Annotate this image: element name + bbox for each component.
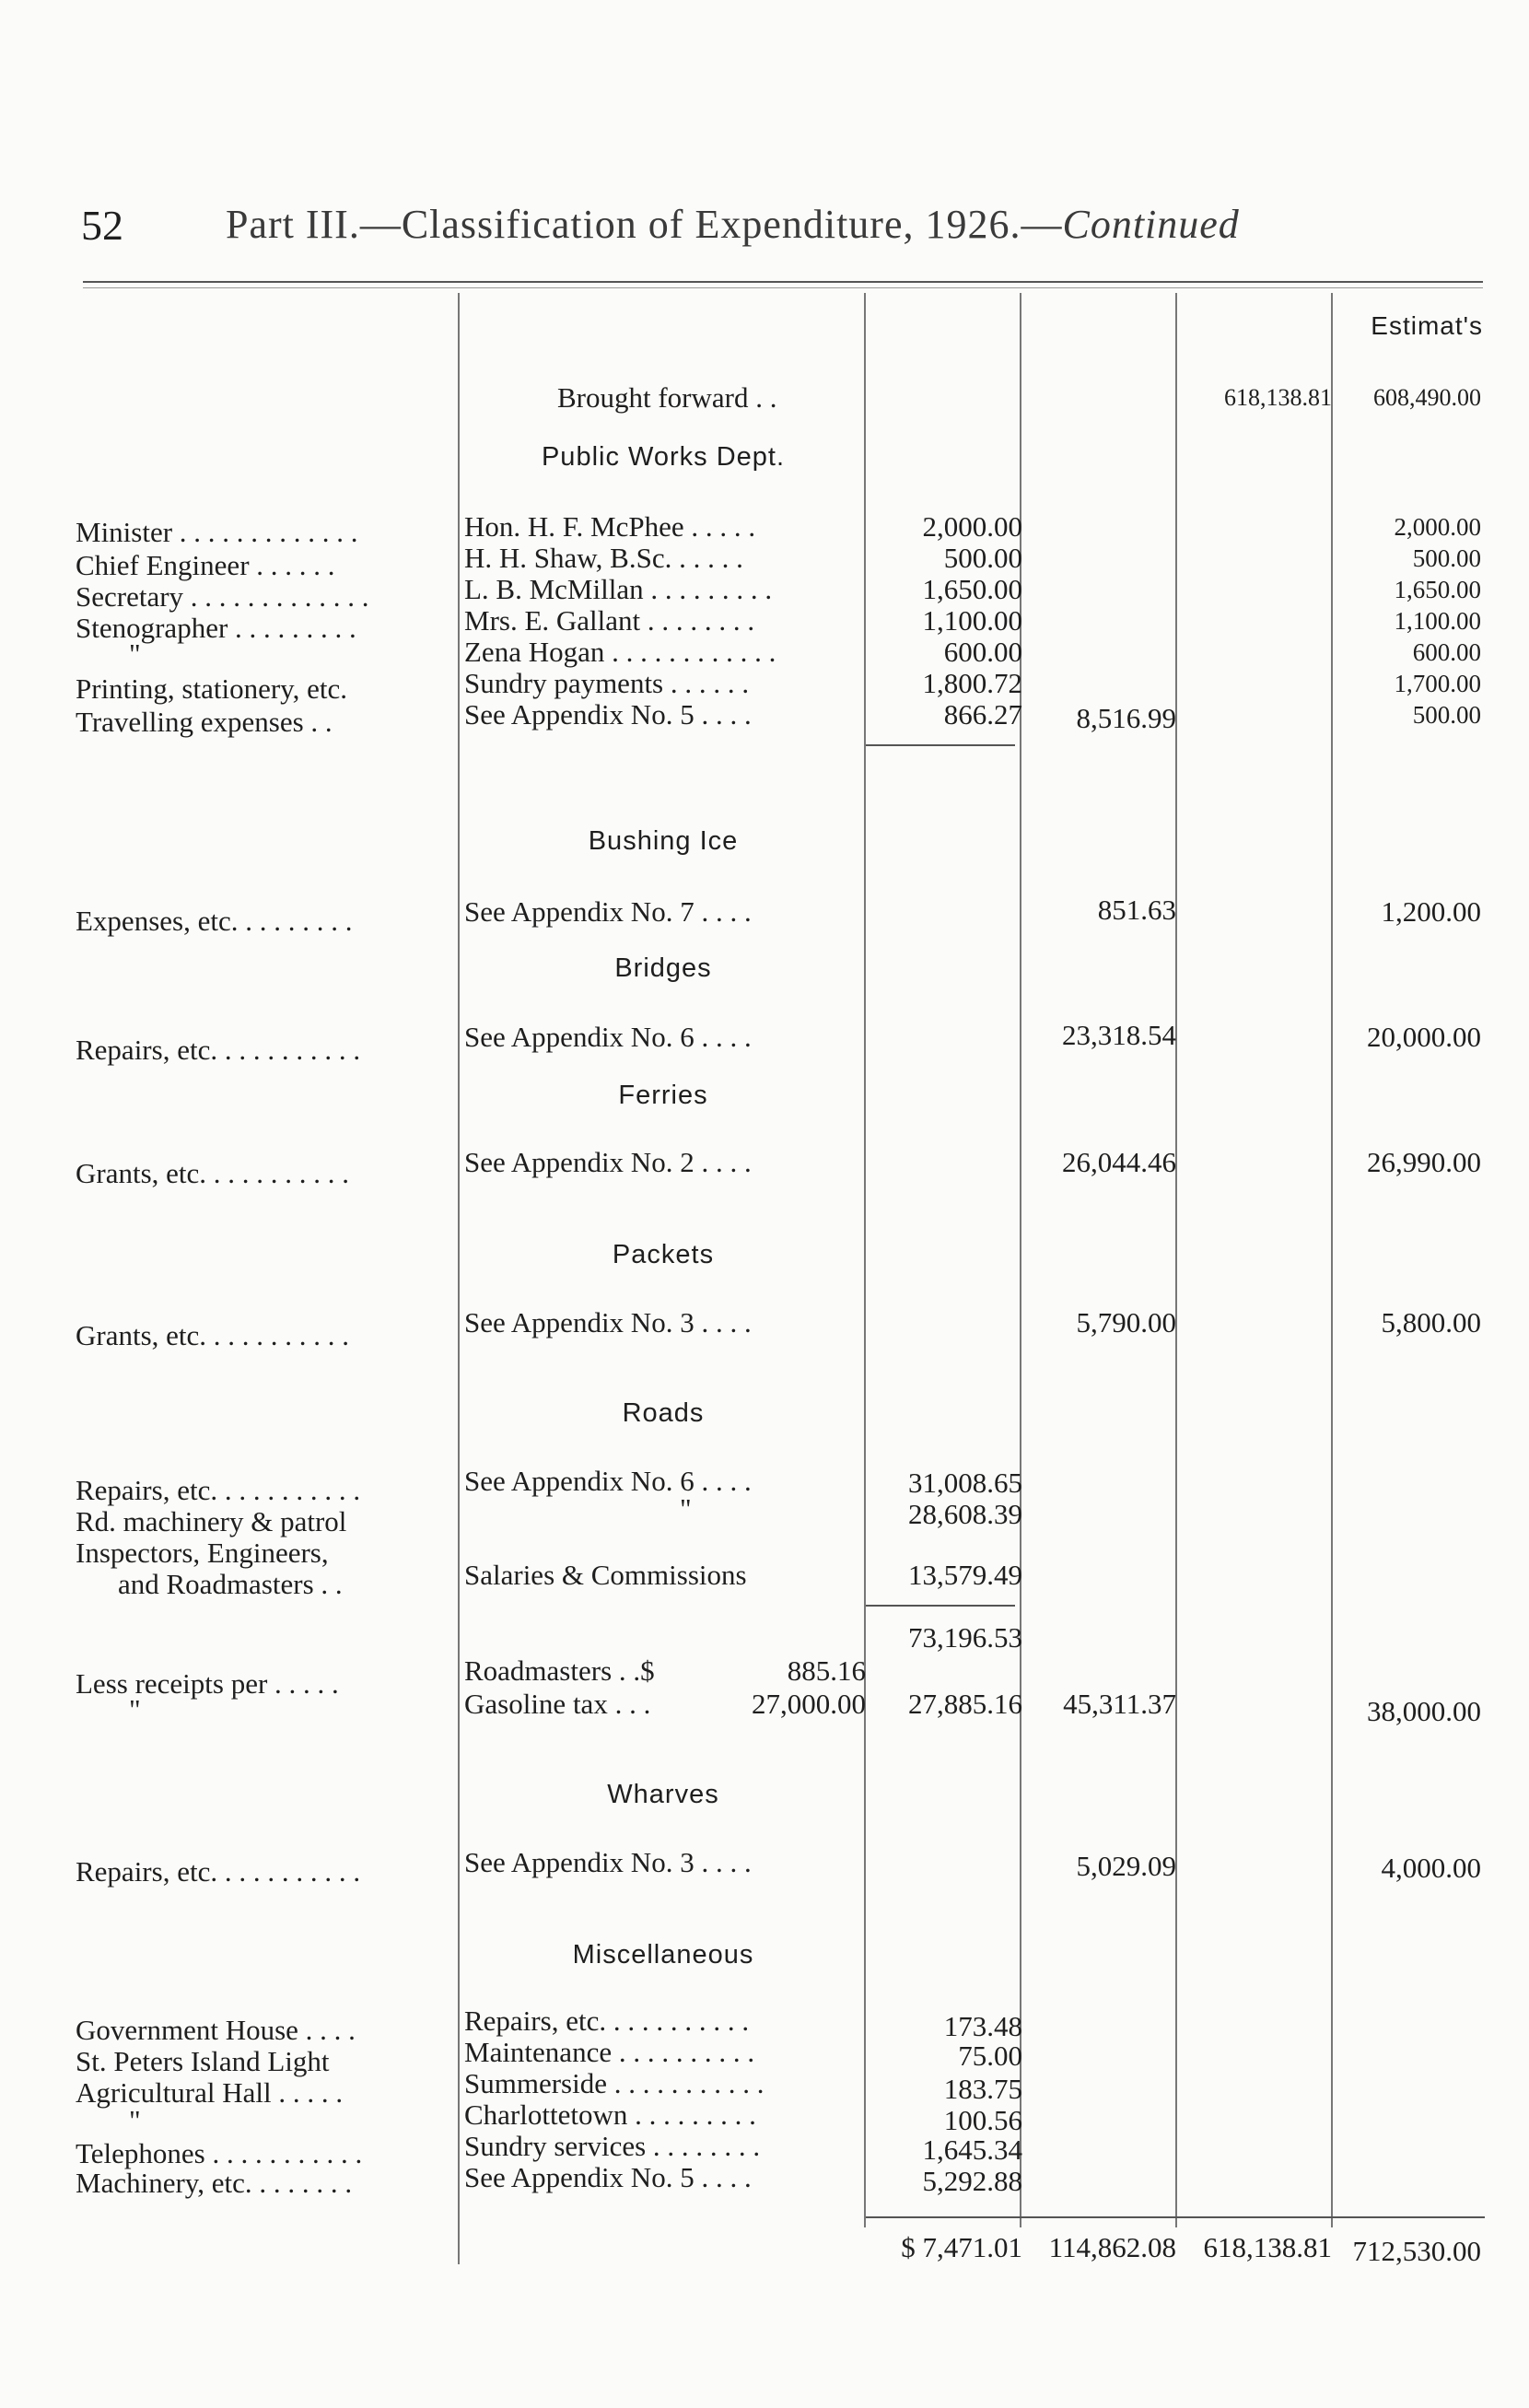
row-description: Charlottetown . . . . . . . . . xyxy=(464,2098,756,2131)
row-label: Secretary . . . . . . . . . . . . . xyxy=(76,580,369,613)
row-label: Grants, etc. . . . . . . . . . . xyxy=(76,1319,350,1351)
row-estimate: 600.00 xyxy=(1412,638,1481,666)
page-number: 52 xyxy=(81,202,123,249)
row-estimate: 5,800.00 xyxy=(1381,1306,1481,1338)
row-description: Mrs. E. Gallant . . . . . . . . xyxy=(464,604,755,637)
total-col3: 618,138.81 xyxy=(1203,2231,1332,2263)
header-rule-thin xyxy=(83,287,1483,288)
row-label: St. Peters Island Light xyxy=(76,2045,330,2077)
row-label: Repairs, etc. . . . . . . . . . . xyxy=(76,1855,361,1888)
section-title-bridges: Bridges xyxy=(614,953,712,983)
total-col4: 712,530.00 xyxy=(1352,2235,1481,2267)
row-estimate: 20,000.00 xyxy=(1367,1021,1481,1053)
row-label: Repairs, etc. . . . . . . . . . . xyxy=(76,1034,361,1066)
row-estimate: 38,000.00 xyxy=(1367,1695,1481,1727)
row-description-ditto: " xyxy=(680,1492,692,1525)
row-label: Rd. machinery & patrol xyxy=(76,1505,347,1537)
row-amount-col1: 13,579.49 xyxy=(908,1559,1022,1591)
row-description: See Appendix No. 6 . . . . xyxy=(464,1021,752,1053)
row-amount-col1: 1,100.00 xyxy=(922,604,1022,637)
total-col1: $ 7,471.01 xyxy=(901,2231,1022,2263)
column-divider-col3 xyxy=(1331,293,1333,2227)
row-amount-col2: 26,044.46 xyxy=(1062,1146,1176,1178)
subtotal-rule xyxy=(866,1605,1015,1607)
row-description: Zena Hogan . . . . . . . . . . . . xyxy=(464,636,776,668)
row-estimate: 500.00 xyxy=(1412,701,1481,729)
row-description: See Appendix No. 2 . . . . xyxy=(464,1146,752,1178)
header-rule xyxy=(83,281,1483,283)
row-amount-col2: 23,318.54 xyxy=(1062,1019,1176,1051)
row-description: See Appendix No. 6 . . . . xyxy=(464,1465,752,1497)
page-title-text: Part III.—Classification of Expenditure, 1926.— xyxy=(226,202,1063,247)
section-title-roads: Roads xyxy=(622,1398,705,1428)
row-description: See Appendix No. 5 . . . . xyxy=(464,2161,752,2193)
total-col2: 114,862.08 xyxy=(1048,2231,1176,2263)
column-divider-label xyxy=(458,293,460,2264)
roads-subtotal: 73,196.53 xyxy=(908,1621,1022,1654)
row-description: See Appendix No. 3 . . . . xyxy=(464,1306,752,1338)
brought-forward-col3: 618,138.81 xyxy=(1224,384,1332,411)
row-description: Sundry payments . . . . . . xyxy=(464,667,750,699)
page-header xyxy=(74,201,1511,256)
row-amount-col1: 1,650.00 xyxy=(922,573,1022,605)
row-description: See Appendix No. 3 . . . . xyxy=(464,1846,752,1878)
row-label: Printing, stationery, etc. xyxy=(76,672,348,705)
row-amount-col1: 2,000.00 xyxy=(922,510,1022,543)
row-estimate: 2,000.00 xyxy=(1394,513,1481,541)
row-label: Machinery, etc. . . . . . . . xyxy=(76,2167,353,2199)
row-description: Maintenance . . . . . . . . . . xyxy=(464,2036,755,2068)
row-label-ditto: " xyxy=(129,637,141,670)
section-title-ferries: Ferries xyxy=(618,1081,708,1110)
row-label: Expenses, etc. . . . . . . . . xyxy=(76,905,353,937)
row-amount-col1: 100.56 xyxy=(943,2104,1022,2136)
receipts-gasoline-tax: Gasoline tax . . . xyxy=(464,1688,651,1720)
row-label: Inspectors, Engineers, xyxy=(76,1537,329,1569)
row-amount-col1: 500.00 xyxy=(943,542,1022,574)
totals-rule xyxy=(866,2216,1485,2218)
row-amount-col1: 1,645.34 xyxy=(922,2133,1022,2166)
row-label: Grants, etc. . . . . . . . . . . xyxy=(76,1157,350,1189)
row-estimate: 500.00 xyxy=(1412,544,1481,572)
row-label-continued: and Roadmasters . . xyxy=(118,1568,343,1600)
row-label: Minister . . . . . . . . . . . . . xyxy=(76,516,358,548)
row-label: Repairs, etc. . . . . . . . . . . xyxy=(76,1474,361,1506)
row-estimate: 1,650.00 xyxy=(1394,576,1481,603)
row-amount-col1: 75.00 xyxy=(958,2040,1022,2072)
row-description: H. H. Shaw, B.Sc. . . . . . xyxy=(464,542,743,574)
row-amount-col2: 5,029.09 xyxy=(1076,1850,1176,1882)
row-amount-col1: 28,608.39 xyxy=(908,1498,1022,1530)
row-estimate: 1,100.00 xyxy=(1394,607,1481,635)
row-description: Sundry services . . . . . . . . xyxy=(464,2130,761,2162)
row-label: Less receipts per . . . . . xyxy=(76,1667,339,1700)
row-description: L. B. McMillan . . . . . . . . . xyxy=(464,573,773,605)
row-label: Telephones . . . . . . . . . . . xyxy=(76,2137,363,2169)
row-description: Summerside . . . . . . . . . . . xyxy=(464,2067,764,2099)
row-amount-col2: 5,790.00 xyxy=(1076,1306,1176,1338)
row-estimate: 1,200.00 xyxy=(1381,895,1481,928)
section-title-bushing-ice: Bushing Ice xyxy=(588,826,739,856)
section-title-miscellaneous: Miscellaneous xyxy=(572,1940,754,1970)
row-amount-col1: 866.27 xyxy=(943,698,1022,731)
row-amount-col2: 851.63 xyxy=(1097,894,1176,926)
receipts-gasoline-tax-amount: 27,000.00 xyxy=(752,1688,866,1720)
row-label-ditto: " xyxy=(129,1693,141,1725)
page-title-continued: Continued xyxy=(1062,202,1240,247)
row-amount-col1: 1,800.72 xyxy=(922,667,1022,699)
row-label: Agricultural Hall . . . . . xyxy=(76,2076,344,2109)
row-description: See Appendix No. 7 . . . . xyxy=(464,895,752,928)
section-title-wharves: Wharves xyxy=(607,1780,719,1809)
row-amount-col1: 183.75 xyxy=(943,2073,1022,2105)
row-description: Hon. H. F. McPhee . . . . . xyxy=(464,510,756,543)
row-label: Chief Engineer . . . . . . xyxy=(76,549,335,581)
row-label: Government House . . . . xyxy=(76,2014,356,2046)
brought-forward-label: Brought forward . . xyxy=(557,381,777,414)
receipts-roadmasters-amount: 885.16 xyxy=(787,1654,866,1687)
row-estimate: 4,000.00 xyxy=(1381,1852,1481,1884)
row-description: See Appendix No. 5 . . . . xyxy=(464,698,752,731)
row-estimate: 26,990.00 xyxy=(1367,1146,1481,1178)
subtotal-rule xyxy=(866,744,1015,746)
row-amount-col1: 173.48 xyxy=(943,2010,1022,2042)
row-amount-col2: 8,516.99 xyxy=(1076,702,1176,734)
row-amount-col1: 27,885.16 xyxy=(908,1688,1022,1720)
row-label: Travelling expenses . . xyxy=(76,706,333,738)
row-label: Stenographer . . . . . . . . . xyxy=(76,612,356,644)
row-estimate: 1,700.00 xyxy=(1394,670,1481,697)
column-divider-desc xyxy=(864,293,866,2227)
row-amount-col1: 600.00 xyxy=(943,636,1022,668)
brought-forward-col4: 608,490.00 xyxy=(1373,384,1481,411)
page-title xyxy=(226,201,1240,248)
section-title-packets: Packets xyxy=(612,1240,715,1269)
row-amount-col1: 31,008.65 xyxy=(908,1467,1022,1499)
row-label-ditto: " xyxy=(129,2104,141,2136)
row-amount-col1: 5,292.88 xyxy=(922,2165,1022,2197)
receipts-roadmasters: Roadmasters . .$ xyxy=(464,1654,655,1687)
section-title-public-works: Public Works Dept. xyxy=(541,442,786,472)
row-description: Salaries & Commissions xyxy=(464,1559,747,1591)
column-divider-col2 xyxy=(1175,293,1177,2227)
row-description: Repairs, etc. . . . . . . . . . . xyxy=(464,2005,750,2037)
row-amount-col2: 45,311.37 xyxy=(1063,1688,1176,1720)
estimates-header: Estimat's xyxy=(1371,311,1483,340)
